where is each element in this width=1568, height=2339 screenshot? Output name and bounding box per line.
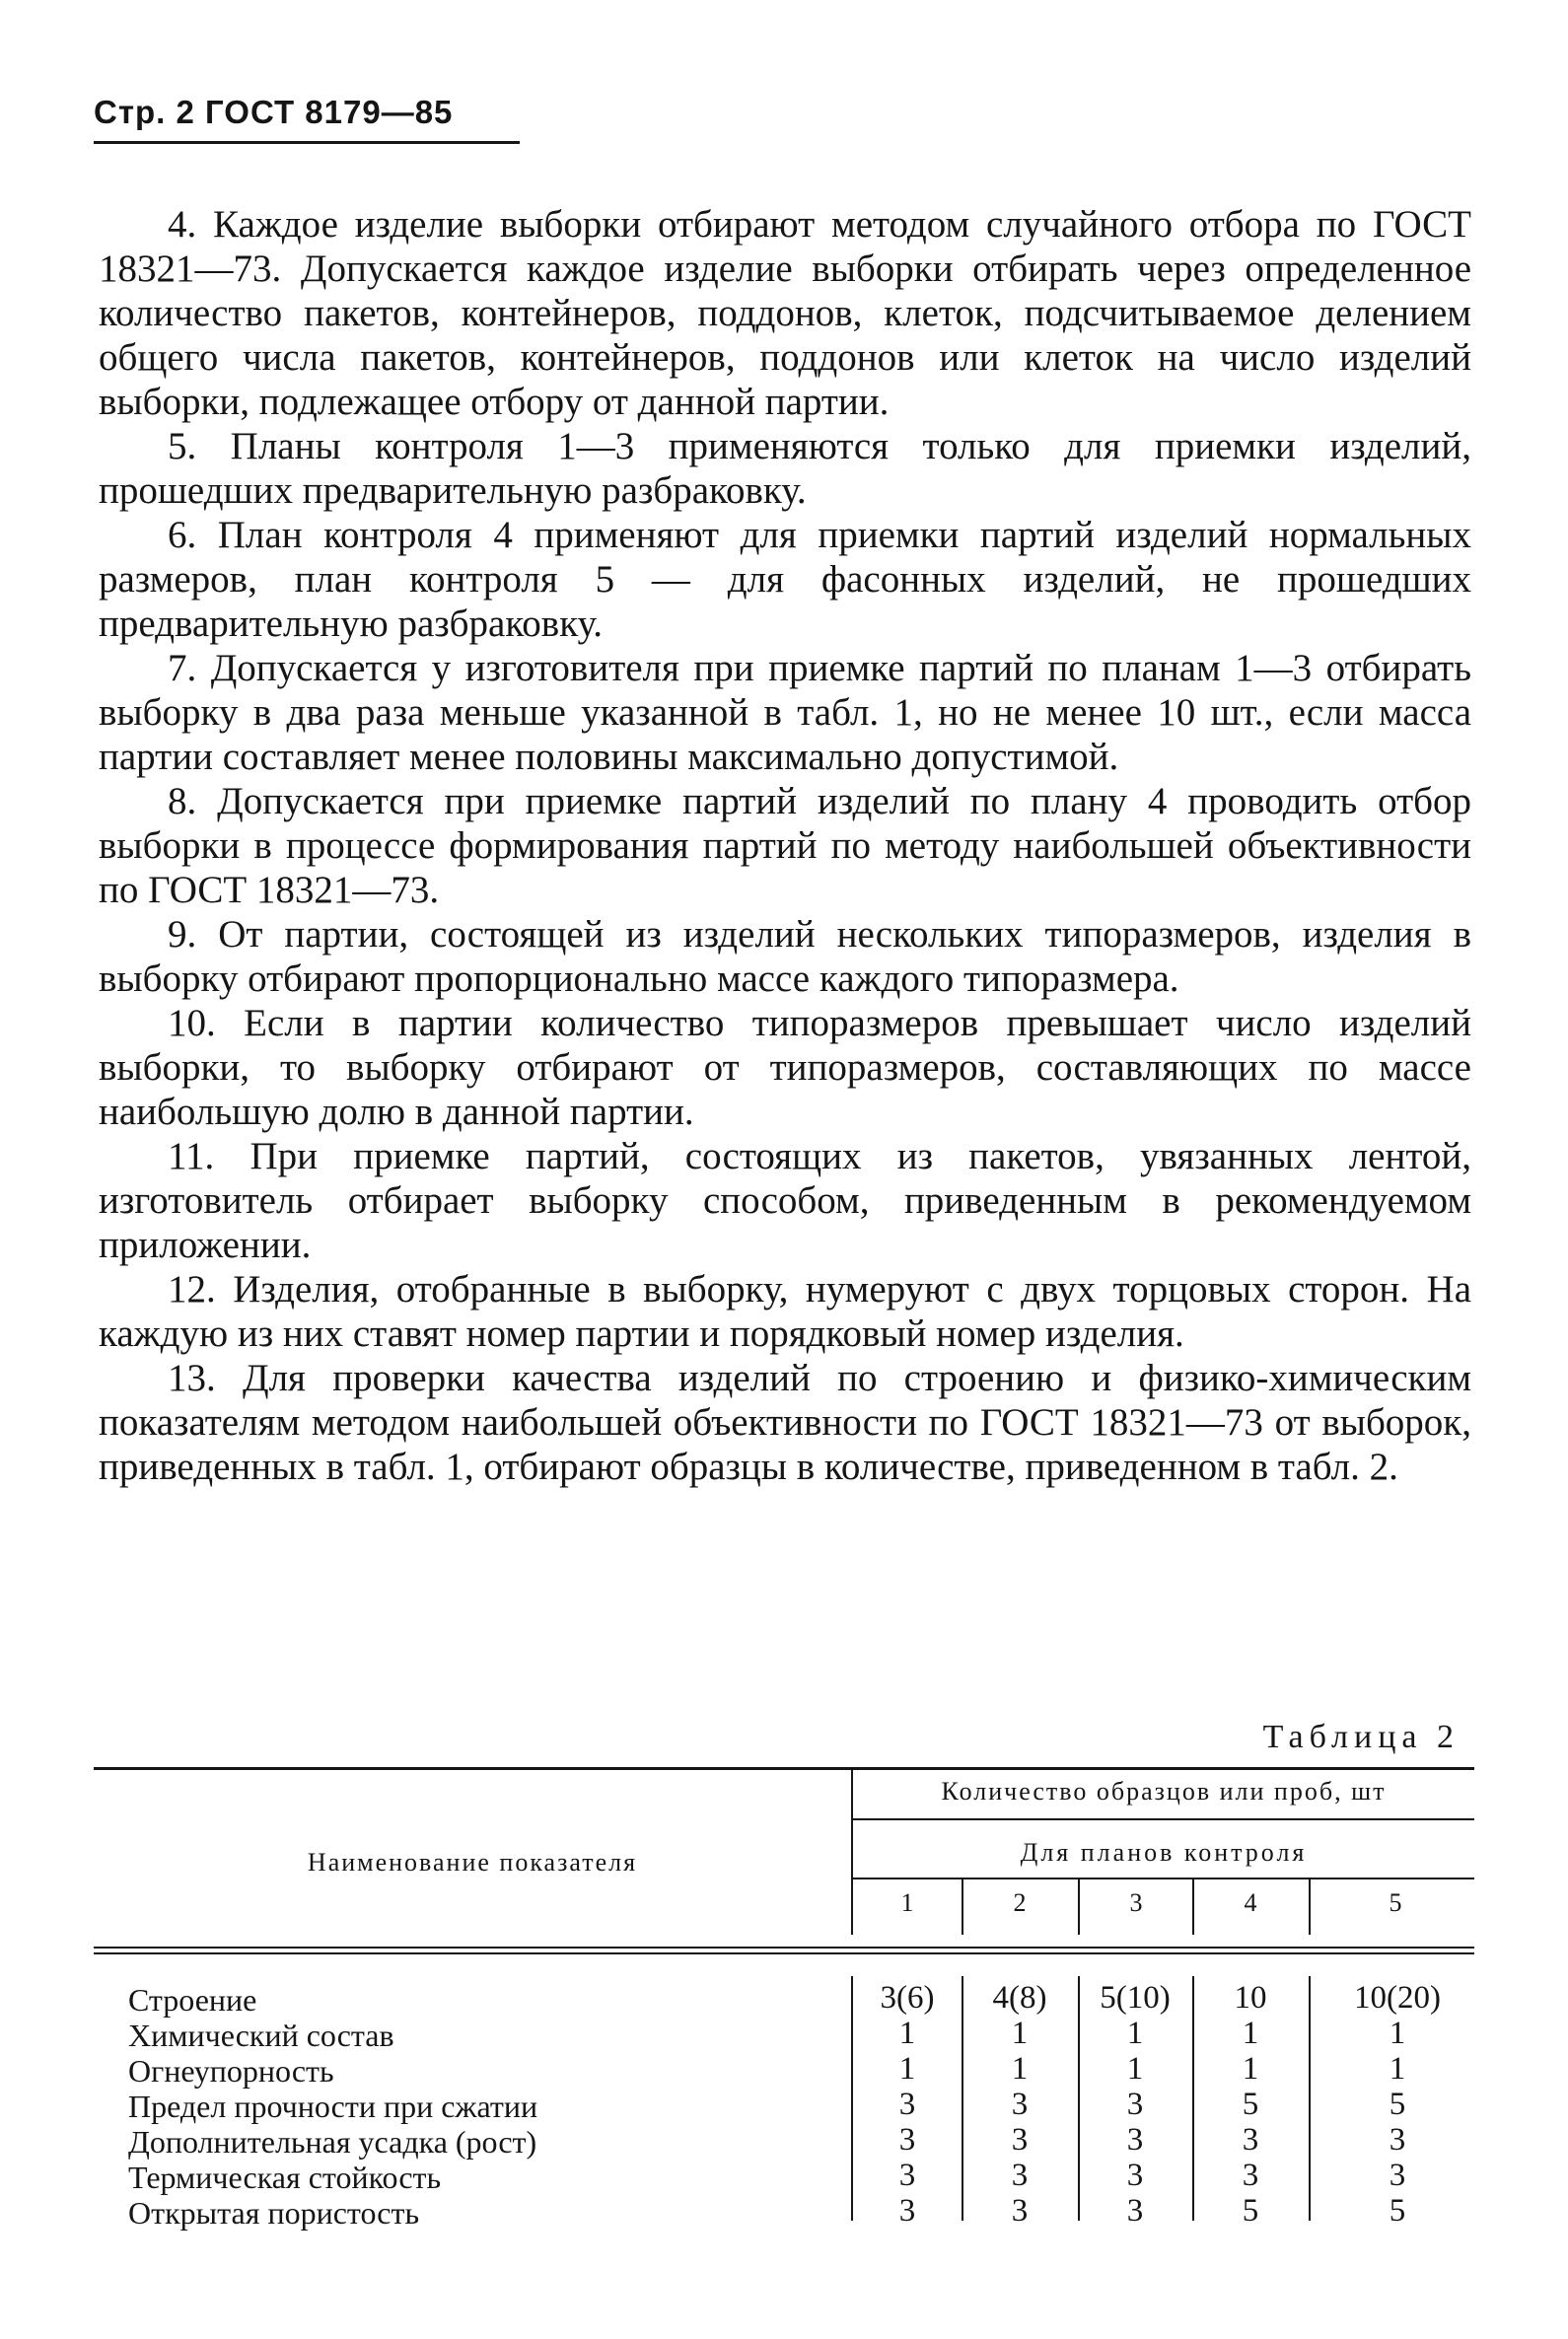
cell: 3: [1126, 2122, 1144, 2158]
plan-divider-1: [962, 1878, 963, 1935]
plan-divider-2: [1078, 1878, 1080, 1935]
paragraph-8: 8. Допускается при приемке партий изделий по плану 4 проводить отбор выборки в процессе формирования партий по методу наибольшей объективности по ГОСТ 18321—73.: [99, 780, 1471, 911]
cell: 5(10): [1100, 1980, 1171, 2016]
row-label: Термическая стойкость: [128, 2160, 442, 2195]
table-caption: Таблица 2: [1262, 1719, 1460, 1755]
paragraph-6: 6. План контроля 4 применяют для приемки партий изделий нормальных размеров, план контроля 5 — для фасонных изделий, не прошедших предварительную разбраковку.: [99, 514, 1471, 645]
cell: 3: [1126, 2193, 1144, 2229]
plan-number-4: 4: [1244, 1888, 1257, 1917]
paragraph-9: 9. От партии, состоящей из изделий нескольких типоразмеров, изделия в выборку отбирают пропорционально массе каждого типоразмера.: [99, 913, 1471, 1000]
paragraph-7: 7. Допускается у изготовителя при приемке партий по планам 1—3 отбирать выборку в два раза меньше указанной в табл. 1, но не менее 10 шт., если масса партии составляет менее половины максимально допустимой.: [99, 647, 1471, 778]
cell: 1: [1126, 2051, 1144, 2087]
body-text: [99, 202, 1471, 1489]
paragraph-11: 11. При приемке партий, состоящих из пакетов, увязанных лентой, изготовитель отбирает выборку способом, приведенным в рекомендуемом приложении.: [99, 1135, 1471, 1266]
cell: 3: [1126, 2087, 1144, 2122]
row-label: Огнеупорность: [128, 2053, 334, 2089]
cell: 3: [1389, 2158, 1406, 2193]
plan-number-3: 3: [1129, 1888, 1143, 1917]
cell: 4(8): [992, 1980, 1047, 2016]
row-label: Дополнительная усадка (рост): [128, 2124, 537, 2160]
plan-number-5: 5: [1389, 1888, 1402, 1917]
cell: 3: [898, 2087, 916, 2122]
header-rule-1: [853, 1818, 1474, 1820]
header-plans: Для планов контроля: [1020, 1838, 1308, 1867]
body-divider-4: [1309, 1976, 1311, 2221]
cell: 1: [1242, 2016, 1259, 2051]
row-label: Химический состав: [128, 2018, 394, 2053]
cell: 3: [1011, 2122, 1029, 2158]
header-name: Наименование показателя: [307, 1848, 638, 1877]
row-label: Открытая пористость: [128, 2195, 420, 2231]
table-top-rule: [94, 1767, 1474, 1770]
cell: 3: [1126, 2158, 1144, 2193]
cell: 3: [1389, 2122, 1406, 2158]
cell: 3(6): [880, 1980, 935, 2016]
header-bottom-rule-a: [94, 1947, 1474, 1949]
cell: 1: [1242, 2051, 1259, 2087]
plan-number-2: 2: [1013, 1888, 1027, 1917]
cell: 5: [1389, 2193, 1406, 2229]
cell: 10(20): [1354, 1980, 1441, 2016]
paragraph-4: 4. Каждое изделие выборки отбирают методом случайного отбора по ГОСТ 18321—73. Допускается каждое изделие выборки отбирать через определенное количество пакетов, контейнеров, поддонов, клеток, подсчитываемое делением общего числа пакетов, контейнеров, поддонов или клеток на число изделий выборки, подлежащее отбору от данной партии.: [99, 203, 1471, 423]
cell: 5: [1242, 2087, 1259, 2122]
paragraph-13: 13. Для проверки качества изделий по строению и физико-химическим показателям методом наибольшей объективности по ГОСТ 18321—73 от выборок, приведенных в табл. 1, отбирают образцы в количестве, приведенном в табл. 2.: [99, 1357, 1471, 1488]
cell: 3: [1011, 2087, 1029, 2122]
cell: 3: [1242, 2122, 1259, 2158]
cell: 3: [898, 2193, 916, 2229]
plan-divider-4: [1309, 1878, 1311, 1935]
cell: 1: [1389, 2016, 1406, 2051]
cell: 3: [898, 2122, 916, 2158]
cell: 1: [1011, 2051, 1029, 2087]
header-bottom-rule-b: [94, 1952, 1474, 1954]
cell: 1: [1011, 2016, 1029, 2051]
cell: 1: [1126, 2016, 1144, 2051]
header-count: Количество образцов или проб, шт: [941, 1777, 1387, 1806]
row-label: Строение: [128, 1982, 257, 2018]
paragraph-12: 12. Изделия, отобранные в выборку, нумеруют с двух торцовых сторон. На каждую из них ставят номер партии и порядковый номер изделия.: [99, 1268, 1471, 1355]
cell: 3: [1242, 2158, 1259, 2193]
plan-divider-3: [1192, 1878, 1194, 1935]
table-2: [94, 1767, 1474, 2240]
paragraph-10: 10. Если в партии количество типоразмеров превышает число изделий выборки, то выборку отбирают от типоразмеров, составляющих по массе наибольшую долю в данной партии.: [99, 1002, 1471, 1133]
cell: 5: [1389, 2087, 1406, 2122]
cell: 1: [898, 2016, 916, 2051]
cell: 5: [1242, 2193, 1259, 2229]
running-header: Стр. 2 ГОСТ 8179—85: [94, 94, 520, 144]
row-label: Предел прочности при сжатии: [128, 2089, 538, 2124]
header-rule-2: [853, 1878, 1474, 1879]
cell: 3: [1011, 2158, 1029, 2193]
cell: 3: [898, 2158, 916, 2193]
paragraph-5: 5. Планы контроля 1—3 применяются только для приемки изделий, прошедших предварительную разбраковку.: [99, 425, 1471, 512]
cell: 3: [1011, 2193, 1029, 2229]
cell: 10: [1234, 1980, 1267, 2016]
cell: 1: [1389, 2051, 1406, 2087]
cell: 1: [898, 2051, 916, 2087]
plan-number-1: 1: [900, 1888, 914, 1917]
